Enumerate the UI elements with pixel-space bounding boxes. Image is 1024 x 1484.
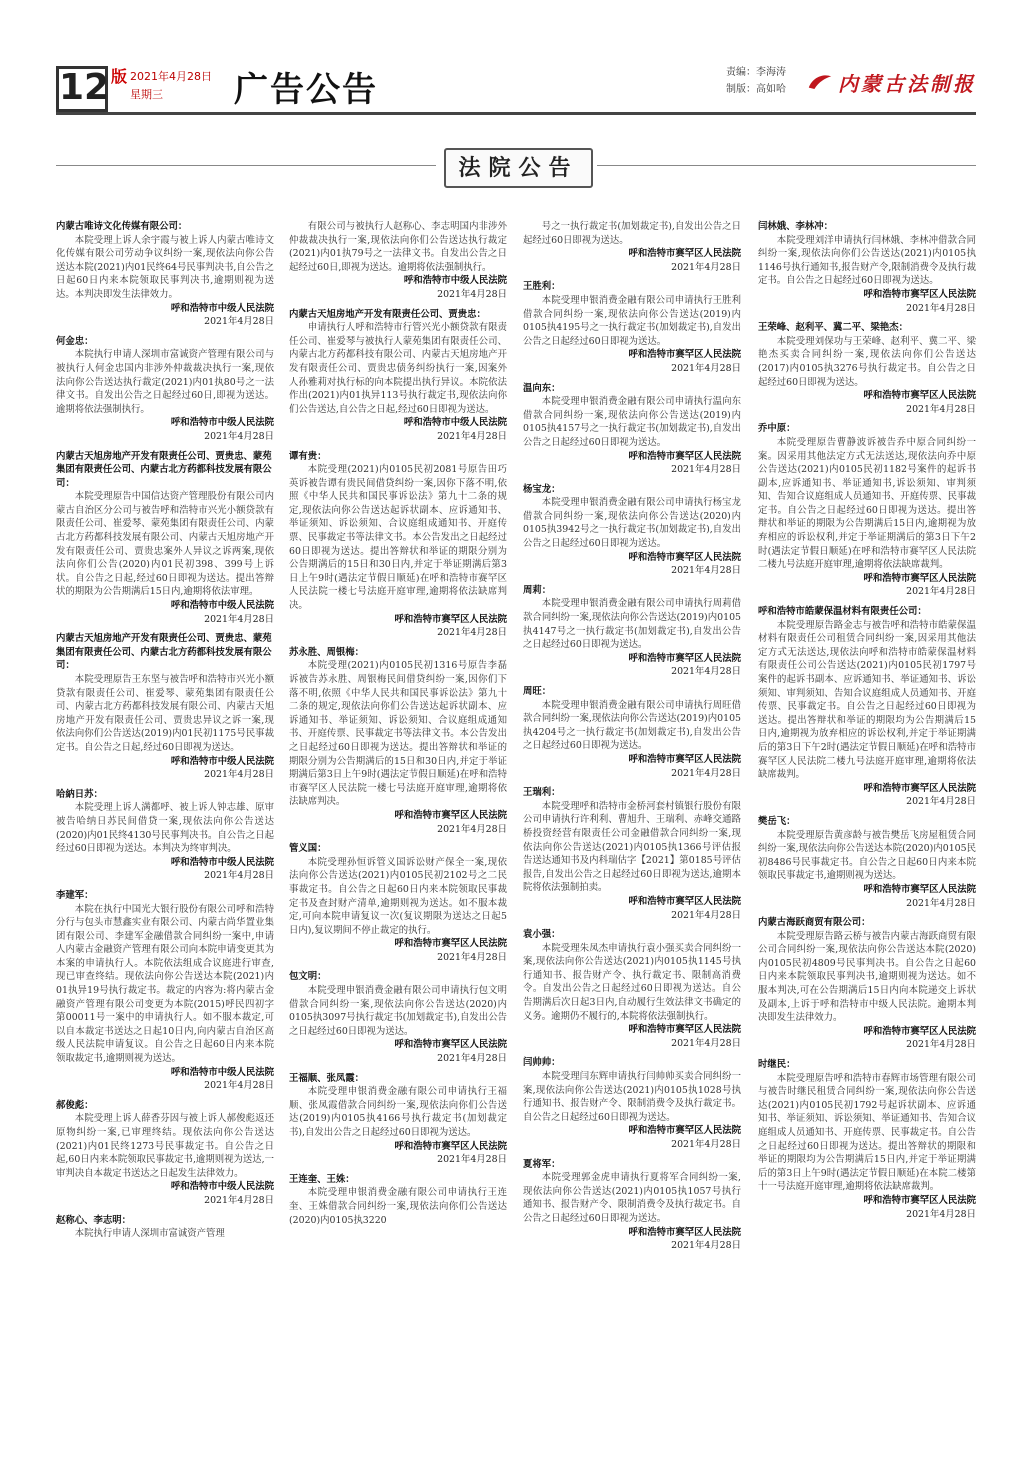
court-notice xyxy=(289,970,507,1065)
designer-credit: 制版：高如哈 xyxy=(726,84,786,95)
notice-body: 本院执行申请人深圳市富诚资产管理 xyxy=(74,1228,225,1240)
notice-date: 2021年4月28日 xyxy=(671,767,741,779)
notice-date: 2021年4月28日 xyxy=(437,1053,507,1065)
court-notice xyxy=(56,632,274,782)
notice-body: 本院受理上诉人余宇霞与被上诉人内蒙古唯诗文化传媒有限公司劳动争议纠纷一案,现依法向你公告送达本院(2021)内01民终64号民事判决书,自公告之日起60日内来本院领取民事判决书,逾期则视为送达。本判决即发生法律效力。 xyxy=(56,234,274,300)
court-notice xyxy=(523,584,741,679)
notice-addressee: 王胜利： xyxy=(523,281,561,293)
court-notice xyxy=(289,308,507,444)
issue-date: 2021年4月28日 xyxy=(130,70,212,83)
notice-body: 本院受理刘保功与王荣峰、赵利平、冀二平、梁艳杰买卖合同纠纷一案,现依法向你们公告送达(2017)内0105执3276号执行裁定书。自公告之日起经过60日即视为送达。 xyxy=(758,335,976,388)
notice-body: 本院受理孙恒诉管义国诉讼财产保全一案,现依法向你公告送达(2021)内0105民初2102号之二民事裁定书。自公告之日起60日内来本院领取民事裁定书及查封财产清单,逾期则视为送达。如不服本裁定,可向本院申请复议一次(复议期限为送达之日起5日内),复议期间不停止裁定的执行。 xyxy=(289,856,507,936)
notice-addressee: 管义国： xyxy=(289,843,327,855)
notice-date: 2021年4月28日 xyxy=(204,1194,274,1206)
notice-date: 2021年4月28日 xyxy=(906,897,976,909)
notice-body: 本院受理刘洋申请执行闫林娥、李林冲借款合同纠纷一案,现依法向你们公告送达(2021)内0105执1146号执行通知书,报告财产令,限制消费令及执行裁定书。自公告之日起经过60日即视为送达。 xyxy=(758,234,976,287)
editor-credit: 责编：李海涛 xyxy=(726,67,786,78)
notice-addressee: 郝俊彪： xyxy=(56,1099,94,1111)
notice-court: 呼和浩特市中级人民法院 xyxy=(403,417,507,429)
notice-addressee: 王瑞利： xyxy=(523,787,561,799)
issue-date-block xyxy=(130,68,212,104)
court-notice xyxy=(289,220,507,302)
notice-body: 本院受理原告路云桥与被告内蒙古海跃商贸有限公司合同纠纷一案,现依法向你公告送达本院(2020)内0105民初4809号民事判决书。自公告之日起60日内来本院领取民事判决书,逾期则视为送达。如不服本判决,可在公告期满后15日内向本院递交上诉状及副本,上诉于呼和浩特市中级人民法院。逾期本判决即发生法律效力。 xyxy=(758,930,976,1024)
notice-date: 2021年4月28日 xyxy=(437,951,507,963)
notice-date: 2021年4月28日 xyxy=(671,666,741,678)
notice-court: 呼和浩特市中级人民法院 xyxy=(403,275,507,287)
notice-date: 2021年4月28日 xyxy=(437,430,507,442)
notice-body: 本院受理原告路金志与被告呼和浩特市皓蒙保温材料有限责任公司租赁合同纠纷一案,因采用其他法定方式无法送达,现依法向呼和浩特市皓蒙保温材料有限责任公司公告送达(2021)内0105民初1797号案件的起诉书副本、应诉通知书、举证通知书、诉讼须知、审判须知、告知合议庭组成人员通知书、开庭传票、民事裁定书。自公告之日起经过60日即视为送达。提出答辩状和举证的期限均为公告期满后15日内,逾期视为放弃相应的诉讼权利,并定于举证期满后的第3日下午2时(遇法定节假日顺延)在呼和浩特市赛罕区人民法院二楼九号法庭开庭审理,逾期将依法缺席裁判。 xyxy=(758,619,976,781)
court-notice xyxy=(523,685,741,780)
notice-date: 2021年4月28日 xyxy=(437,288,507,300)
notice-addressee: 呼和浩特市皓蒙保温材料有限责任公司： xyxy=(758,606,927,618)
notice-date: 2021年4月28日 xyxy=(906,1039,976,1051)
notice-date: 2021年4月28日 xyxy=(906,403,976,415)
notice-body: 本院受理朱凤杰申请执行袁小强买卖合同纠纷一案,现依法向你公告送达(2021)内0105执1145号执行通知书、报告财产令、执行裁定书、限制高消费令。自发出公告之日起经过60日即视为送达。自公告期满后次日起3日内,自动履行生效法律文书确定的义务。逾期仍不履行的,本院将依法强制执行。 xyxy=(523,942,741,1022)
notice-date: 2021年4月28日 xyxy=(204,870,274,882)
court-notice xyxy=(523,483,741,578)
notice-addressee: 周旺： xyxy=(523,686,552,697)
notice-court: 呼和浩特市赛罕区人民法院 xyxy=(628,450,741,462)
notice-body: 本院受理申银消费金融有限公司申请执行王胜利借款合同纠纷一案,现依法向你公告送达(2019)内0105执4195号之一执行裁定书(加划裁定书),自发出公告之日起经过60日即视为送达。 xyxy=(523,294,741,347)
section-banner: 法院公告 xyxy=(444,148,593,188)
notice-court: 呼和浩特市赛罕区人民法院 xyxy=(394,938,507,950)
newspaper-logo-icon xyxy=(806,68,834,96)
notice-date: 2021年4月28日 xyxy=(204,1080,274,1092)
notice-date: 2021年4月28日 xyxy=(437,627,507,639)
section-title: 广告公告 xyxy=(234,70,378,110)
notice-court: 呼和浩特市赛罕区人民法院 xyxy=(628,551,741,563)
notice-body: 本院受理申银消费金融有限公司申请执行包文明借款合同纠纷一案,现依法向你公告送达(2020)内0105执3097号执行裁定书(加划裁定书),自发出公告之日起经过60日即视为送达。 xyxy=(289,985,507,1037)
court-notice xyxy=(758,605,976,809)
notice-court: 呼和浩特市赛罕区人民法院 xyxy=(863,390,976,402)
notice-body: 本院受理闫东辉申请执行闫帅帅买卖合同纠纷一案,现依法向你公告送达(2021)内0105执1028号执行通知书、报告财产令、限制消费令及执行裁定书。自公告之日起经过60日即视为送达。 xyxy=(523,1071,741,1123)
notice-date: 2021年4月28日 xyxy=(671,261,741,273)
notice-court: 呼和浩特市赛罕区人民法院 xyxy=(394,613,507,625)
notice-body: 本院受理原告黄彦龄与被告樊岳飞房屋租赁合同纠纷一案,现依法向你公告送达本院(2020)内0105民初8486号民事裁定书。自公告之日起60日内来本院领取民事裁定书,逾期则视为送达。 xyxy=(758,829,976,882)
notice-court: 呼和浩特市赛罕区人民法院 xyxy=(863,883,976,895)
notice-date: 2021年4月28日 xyxy=(671,362,741,374)
notice-court: 呼和浩特市中级人民法院 xyxy=(170,417,274,429)
court-notice xyxy=(523,786,741,922)
notice-body: 本院执行申请人深圳市富诚资产管理有限公司与被执行人何金忠国内非涉外仲裁裁决执行一案,现依法向你公告送达执行裁定(2021)内01执80号之一法律文书。自发出公告之日起经过60日,即视为送达。逾期将依法强制执行。 xyxy=(56,349,274,415)
column-1 xyxy=(56,220,274,1247)
notice-court: 呼和浩特市中级人民法院 xyxy=(170,302,274,314)
notice-addressee: 袁小强： xyxy=(523,929,561,941)
court-notice xyxy=(523,1158,741,1253)
notice-body: 本院受理(2021)内0105民初2081号原告田巧英诉被告谭有贵民间借贷纠纷一案,因你下落不明,依照《中华人民共和国民事诉讼法》第九十二条的规定,现依法向你公告送达起诉状副本、应诉通知书、举证须知、诉讼须知、合议庭组成通知书、开庭传票、民事裁定书等法律文书。本公告发出之日起经过60日即视为送达。提出答辩状和举证的期限分别为公告期满后的15日和30日内,并定于举证期满后第3日上午9时(遇法定节假日顺延)在呼和浩特市赛罕区人民法院一楼七号法庭开庭审理,逾期将依法缺席判决。 xyxy=(289,464,507,612)
court-notice xyxy=(56,335,274,444)
notice-court: 呼和浩特市中级人民法院 xyxy=(170,856,274,868)
banner-rule-left xyxy=(56,165,436,166)
notice-addressee: 李建军： xyxy=(56,889,94,901)
notice-addressee: 夏将军： xyxy=(523,1158,561,1170)
notice-court: 呼和浩特市赛罕区人民法院 xyxy=(628,349,741,361)
notice-date: 2021年4月28日 xyxy=(204,316,274,328)
notice-court: 呼和浩特市赛罕区人民法院 xyxy=(628,248,741,260)
notice-court: 呼和浩特市中级人民法院 xyxy=(170,755,274,767)
notice-date: 2021年4月28日 xyxy=(437,823,507,835)
notice-date: 2021年4月28日 xyxy=(204,430,274,442)
notice-court: 呼和浩特市赛罕区人民法院 xyxy=(628,1226,741,1238)
notice-body: 本院受理申银消费金融有限公司申请执行周莉借款合同纠纷一案,现依法向你公告送达(2019)内0105执4147号之一执行裁定书(加划裁定书),自发出公告之日起经过60日即视为送达。 xyxy=(523,598,741,651)
notice-date: 2021年4月28日 xyxy=(671,464,741,476)
notice-body: 本院受理申银消费金融有限公司申请执行周旺借款合同纠纷一案,现依法向你公告送达(2019)内0105执4204号之一执行裁定书(加划裁定书),自发出公告之日起经过60日即视为送达。 xyxy=(523,699,741,752)
notice-body: 本院受理原告呼和浩特市春辉市场管理有限公司与被告时继民租赁合同纠纷一案,现依法向你公告送达(2021)内0105民初1792号起诉状副本、应诉通知书、举证须知、诉讼须知、举证通知书、告知合议庭组成人员通知书、开庭传票、民事裁定书。自公告之日起经过60日即视为送达。提出答辩状的期限和举证的期限均为公告期满后15日内,并定于举证期满后的第3日上午9时(遇法定节假日顺延)在本院二楼第十一号法庭开庭审理,逾期将依法缺席裁判。 xyxy=(758,1072,976,1193)
notice-court: 呼和浩特市赛罕区人民法院 xyxy=(863,288,976,300)
notice-addressee: 赵称心、李志明： xyxy=(56,1214,132,1226)
court-notice xyxy=(758,916,976,1052)
court-notice xyxy=(758,1058,976,1221)
notice-court: 呼和浩特市中级人民法院 xyxy=(170,1066,274,1078)
notice-addressee: 王连奎、王姝： xyxy=(289,1173,355,1185)
notice-date: 2021年4月28日 xyxy=(906,586,976,598)
notice-addressee: 闫帅帅： xyxy=(523,1057,561,1069)
court-notice xyxy=(523,382,741,477)
notice-body: 本院受理原告中国信达资产管理股份有限公司内蒙古自治区分公司与被告呼和浩特市兴光小额贷款有限责任公司、崔爱琴、蒙苑集团有限责任公司、内蒙古北方药都科技发展有限公司、内蒙古天旭房地产开发有限责任公司、贾贵忠案外人异议之诉两案,现依法向你们公告(2020)内01民初398、399号上诉状。自公告之日起,经过60日即视为送达。提出答辩状的期限为公告期满后15日内,逾期将依法审理。 xyxy=(56,491,274,598)
notice-addressee: 时继民： xyxy=(758,1059,796,1071)
notice-addressee: 温向东： xyxy=(523,382,561,394)
page-number-box xyxy=(56,66,127,112)
issue-weekday: 星期三 xyxy=(130,88,163,101)
court-notice xyxy=(56,1214,274,1241)
notice-addressee: 内蒙古天旭房地产开发有限责任公司、贾贵忠、蒙苑集团有限责任公司、内蒙古北方药都科技发展有限公司： xyxy=(56,450,272,489)
court-notice xyxy=(523,1056,741,1151)
court-notice xyxy=(56,450,274,627)
notice-addressee: 周莉： xyxy=(523,584,552,596)
column-3 xyxy=(523,220,741,1259)
masthead-rule xyxy=(56,112,976,115)
page-suffix: 版 xyxy=(110,67,127,86)
court-notice xyxy=(523,220,741,274)
notice-body: 本院受理上诉人薛香芬因与被上诉人郝俊彪返还原物纠纷一案,已审理终结。现依法向你公告送达(2021)内01民终1273号民事裁定书。自公告之日起,60日内来本院领取民事裁定书,逾期则视为送达,一审判决自本裁定书送达之日起发生法律效力。 xyxy=(56,1113,274,1179)
notice-body: 本院受理(2021)内0105民初1316号原告李磊诉被告苏永胜、周银梅民间借贷纠纷一案,因你们下落不明,依照《中华人民共和国民事诉讼法》第九十二条的规定,现依法向你们公告送达起诉状副本、应诉通知书、举证须知、诉讼须知、合议庭组成通知书、开庭传票、民事裁定书等法律文书。本公告发出之日起经过60日即视为送达。提出答辩状和举证的期限分别为公告期满后的15日和30日内,并定于举证期满后第3日上午9时(遇法定节假日顺延)在呼和浩特市赛罕区人民法院一楼七号法庭开庭审理,逾期将依法缺席判决。 xyxy=(289,660,507,808)
notice-date: 2021年4月28日 xyxy=(906,1208,976,1220)
notice-date: 2021年4月28日 xyxy=(671,1240,741,1252)
notice-court: 呼和浩特市赛罕区人民法院 xyxy=(628,753,741,765)
notice-court: 呼和浩特市赛罕区人民法院 xyxy=(394,809,507,821)
page-number: 12 xyxy=(59,67,110,108)
notice-body: 本院在执行中国光大银行股份有限公司呼和浩特分行与包头市慧鑫实业有限公司、内蒙古尚华置业集团有限公司、李建军金融借款合同纠纷一案中,申请人内蒙古金融资产管理有限公司向本院申请变更其为本案的申请执行人。本院依法组成合议庭进行审查,现已审查终结。现依法向你公告送达本院(2021)内01执异19号执行裁定书。裁定的内容为:将内蒙古金融资产管理有限公司变更为本院(2015)呼民四初字第00011号一案中的申请执行人。如不服本裁定,可以自本裁定书送达之日起10日内,向内蒙古自治区高级人民法院申请复议。自公告之日起60日内来本院领取裁定书,逾期则视为送达。 xyxy=(56,903,274,1065)
notice-date: 2021年4月28日 xyxy=(906,302,976,314)
notice-addressee: 内蒙古天旭房地产开发有限责任公司、贾贵忠、蒙苑集团有限责任公司、内蒙古北方药都科技发展有限公司： xyxy=(56,633,272,672)
notice-court: 呼和浩特市赛罕区人民法院 xyxy=(863,1025,976,1037)
notice-addressee: 何金忠： xyxy=(56,335,94,347)
notice-body: 号之一执行裁定书(加划裁定书),自发出公告之日起经过60日即视为送达。 xyxy=(523,221,741,246)
court-notice xyxy=(56,220,274,329)
notice-body: 本院受理申银消费金融有限公司申请执行温向东借款合同纠纷一案,现依法向你公告送达(2019)内0105执4157号之一执行裁定书(加划裁定书),自发出公告之日起经过60日即视为送达。 xyxy=(523,396,741,448)
court-notice xyxy=(758,422,976,599)
notice-addressee: 樊岳飞： xyxy=(758,815,796,827)
court-notice xyxy=(758,220,976,315)
notice-addressee: 乔中原： xyxy=(758,423,796,435)
court-notice xyxy=(56,788,274,883)
notice-court: 呼和浩特市赛罕区人民法院 xyxy=(863,572,976,584)
court-notice xyxy=(758,815,976,910)
column-4 xyxy=(758,220,976,1227)
notice-court: 呼和浩特市中级人民法院 xyxy=(170,1181,274,1193)
notice-date: 2021年4月28日 xyxy=(671,909,741,921)
court-notice xyxy=(289,646,507,836)
notice-addressee: 谭有贵： xyxy=(289,450,327,462)
notice-addressee: 内蒙古唯诗文化传媒有限公司： xyxy=(56,221,188,232)
notice-body: 本院受理原告曹静波诉被告乔中原合同纠纷一案。因采用其他法定方式无法送达,现依法向乔中原公告送达(2021)内0105民初1182号案件的起诉书副本,应诉通知书、举证通知书,诉讼须知、审判须知、告知合议庭组成人员通知书、开庭传票、民事裁定书。自公告之日起经过60日即视为送达。提出答辩状和举证的期限为公告期满后15日内,逾期视为放弃相应的诉讼权利,并定于举证期满后的第3日下午2时(遇法定节假日顺延)在呼和浩特市赛罕区人民法院二楼九号法庭开庭审理,逾期将依法缺席裁判。 xyxy=(758,436,976,571)
notice-addressee: 包文明： xyxy=(289,971,327,983)
notice-date: 2021年4月28日 xyxy=(204,613,274,625)
notice-addressee: 王福顺、张凤霞： xyxy=(289,1072,365,1084)
court-notice xyxy=(523,280,741,375)
notice-court: 呼和浩特市赛罕区人民法院 xyxy=(394,1140,507,1152)
notice-body: 本院受理申银消费金融有限公司申请执行杨宝龙借款合同纠纷一案,现依法向你公告送达(2020)内0105执3942号之一执行裁定书(加划裁定书),自发出公告之日起经过60日即视为送达。 xyxy=(523,497,741,550)
notice-date: 2021年4月28日 xyxy=(671,1037,741,1049)
notice-date: 2021年4月28日 xyxy=(204,769,274,781)
notice-date: 2021年4月28日 xyxy=(906,796,976,808)
notice-court: 呼和浩特市中级人民法院 xyxy=(170,600,274,612)
notice-body: 本院受理申银消费金融有限公司申请执行王福顺、张凤霞借款合同纠纷一案,现依法向你们公告送达(2019)内0105执4166号执行裁定书(加划裁定书),自发出公告之日起经过60日即视为送达。 xyxy=(289,1086,507,1138)
column-2 xyxy=(289,220,507,1233)
notice-court: 呼和浩特市赛罕区人民法院 xyxy=(628,1125,741,1137)
notice-body: 本院受理申银消费金融有限公司申请执行王连奎、王姝借款合同纠纷一案,现依法向你们公告送达(2020)内0105执3220 xyxy=(289,1187,507,1226)
court-notice xyxy=(56,889,274,1093)
notice-addressee: 闫林娥、李林冲： xyxy=(758,221,834,232)
notice-court: 呼和浩特市赛罕区人民法院 xyxy=(628,1024,741,1036)
notice-court: 呼和浩特市赛罕区人民法院 xyxy=(394,1039,507,1051)
notice-court: 呼和浩特市赛罕区人民法院 xyxy=(628,652,741,664)
court-notice xyxy=(523,928,741,1050)
notice-body: 申请执行人呼和浩特市行管兴光小额贷款有限责任公司、崔爱琴与被执行人蒙苑集团有限责任公司、内蒙古北方药都科技有限公司、内蒙古天旭房地产开发有限责任公司、贾贵忠债务纠纷执行一案,因案外人孙雅莉对执行标的向本院提出执行异议。本院依法作出(2021)内01执异113号执行裁定书,现依法向你们公告送达,自公告之日起,经过60日即视为送达。 xyxy=(289,322,507,415)
notice-date: 2021年4月28日 xyxy=(671,565,741,577)
notice-court: 呼和浩特市赛罕区人民法院 xyxy=(863,782,976,794)
notice-addressee: 哈納日苏： xyxy=(56,788,103,800)
notice-body: 有限公司与被执行人赵称心、李志明国内非涉外仲裁裁决执行一案,现依法向你们公告送达执行裁定(2021)内01执79号之一法律文书。自发出公告之日起经过60日,即视为送达。逾期将依法强制执行。 xyxy=(289,221,507,273)
notice-date: 2021年4月28日 xyxy=(671,1139,741,1150)
banner-rule-right xyxy=(597,165,976,166)
notice-addressee: 苏永胜、周银梅： xyxy=(289,646,365,658)
notice-date: 2021年4月28日 xyxy=(437,1154,507,1166)
notice-addressee: 内蒙古海跃商贸有限公司： xyxy=(758,917,871,929)
newspaper-name: 内蒙古法制报 xyxy=(838,72,976,96)
notice-body: 本院受理上诉人满都呼、被上诉人钟志雄、原审被告哈纳日苏民间借贷一案,现依法向你公告送达(2020)内01民终4130号民事判决书。自公告之日起经过60日即视为送达。本判决为终审判决。 xyxy=(56,802,274,855)
notice-addressee: 王荣峰、赵利平、冀二平、梁艳杰： xyxy=(758,322,909,334)
notice-addressee: 杨宝龙： xyxy=(523,483,561,495)
notice-court: 呼和浩特市赛罕区人民法院 xyxy=(863,1194,976,1206)
notice-addressee: 内蒙古天旭房地产开发有限责任公司、贾贵忠： xyxy=(289,308,486,320)
notice-court: 呼和浩特市赛罕区人民法院 xyxy=(628,895,741,907)
court-notice xyxy=(289,842,507,964)
masthead xyxy=(0,0,1024,130)
notice-body: 本院受理原告王东坚与被告呼和浩特市兴光小额贷款有限责任公司、崔爱琴、蒙苑集团有限责任公司、内蒙古北方药都科技发展有限公司、内蒙古天旭房地产开发有限责任公司、贾贵忠异议之诉一案,现依法向你们公告送达(2019)内01民初1175号民事裁定书。自公告之日起,经过60日即视为送达。 xyxy=(56,674,274,753)
notice-body: 本院受理呼和浩特市金桥河套村镇银行股份有限公司申请执行许利利、曹旭升、王瑞利、赤峰交通路桥投资经营有限责任公司金融借款合同纠纷一案,现依法向你公告送达(2021)内0105执1366号评估报告送达通知书及内科瑞估字【2021】第0185号评估报告,自发出公告之日起经过60日即视为送达,逾期本院将依法强制拍卖。 xyxy=(523,800,741,894)
court-notice xyxy=(289,1173,507,1227)
court-notice xyxy=(289,450,507,640)
editor-credits xyxy=(726,64,786,98)
court-notice xyxy=(56,1099,274,1208)
court-notice xyxy=(758,321,976,416)
notice-body: 本院受理郭金虎申请执行夏将军合同纠纷一案,现依法向你公告送达(2021)内0105执1057号执行通知书、报告财产令、限制消费令及执行裁定书。自公告之日起经过60日即视为送达。 xyxy=(523,1172,741,1224)
court-notice xyxy=(289,1072,507,1167)
